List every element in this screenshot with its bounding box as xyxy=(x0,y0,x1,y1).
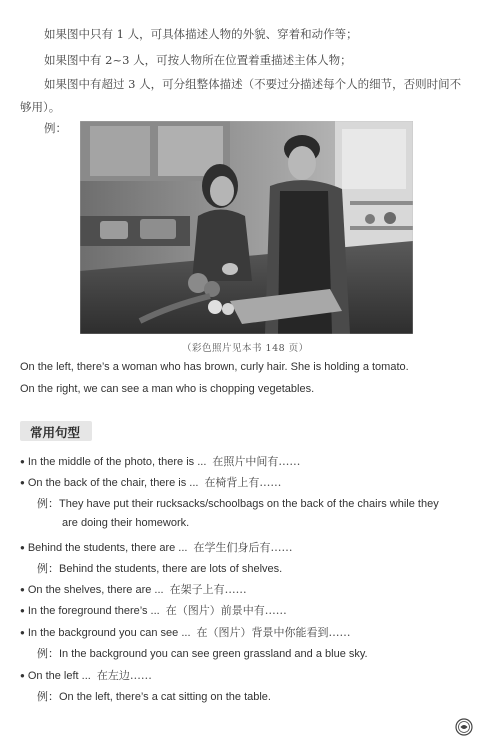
pattern-item xyxy=(20,539,292,555)
pattern-example: 例：On the left, there’s a cat sitting on the table. xyxy=(37,691,271,703)
example-sentence-1: On the left, there’s a woman who has brown, curly hair. She is holding a tomato. xyxy=(20,361,409,373)
pattern-item xyxy=(20,667,152,683)
pattern-en: In the foreground there’s ... xyxy=(27,605,160,617)
pattern-cn: 在椅背上有…… xyxy=(204,476,282,489)
pattern-cn: 在架子上有…… xyxy=(169,583,247,596)
example-sentence-2: On the right, we can see a man who is chopping vegetables. xyxy=(20,383,315,395)
section-heading: 常用句型 xyxy=(30,425,81,440)
intro-line-1: 如果图中只有 1 人，可具体描述人物的外貌、穿着和动作等； xyxy=(44,27,358,41)
photo-caption: （彩色照片见本书 148 页） xyxy=(182,343,309,354)
pattern-en: In the background you can see ... xyxy=(27,627,191,639)
pattern-example-cont: are doing their homework. xyxy=(62,517,190,529)
pattern-cn: 在照片中间有…… xyxy=(212,455,301,468)
pattern-item xyxy=(20,453,300,469)
example-label: 例： xyxy=(44,121,67,135)
pattern-item xyxy=(20,624,351,640)
pattern-example: 例：In the background you can see green grassland and a blue sky. xyxy=(37,648,368,660)
pattern-item xyxy=(20,581,247,597)
pattern-example: 例：Behind the students, there are lots of shelves. xyxy=(37,563,283,575)
pattern-en: On the back of the chair, there is ... xyxy=(27,477,199,489)
pattern-item xyxy=(20,602,287,618)
intro-line-3-cont: 够用）。 xyxy=(20,100,61,114)
pattern-item xyxy=(20,474,281,490)
pattern-cn: 在（图片）背景中你能看到…… xyxy=(196,626,351,639)
pattern-en: On the left ... xyxy=(27,670,91,682)
pattern-en: In the middle of the photo, there is ... xyxy=(27,456,207,468)
intro-line-2: 如果图中有 2~3 人，可按人物所在位置着重描述主体人物； xyxy=(44,53,352,67)
pattern-en: Behind the students, there are ... xyxy=(27,542,188,554)
pattern-cn: 在学生们身后有…… xyxy=(193,541,293,554)
pattern-cn: 在（图片）前景中有…… xyxy=(165,604,287,617)
kitchen-photo xyxy=(80,121,413,334)
pattern-cn: 在左边…… xyxy=(96,669,152,682)
intro-line-3: 如果图中有超过 3 人，可分组整体描述（不要过分描述每个人的细节，否则时间不 xyxy=(44,77,462,91)
pattern-en: On the shelves, there are ... xyxy=(27,584,164,596)
pattern-example: 例：They have put their rucksacks/schoolbags on the back of the chairs while they xyxy=(37,498,439,510)
round-seal-logo-icon xyxy=(455,718,473,736)
